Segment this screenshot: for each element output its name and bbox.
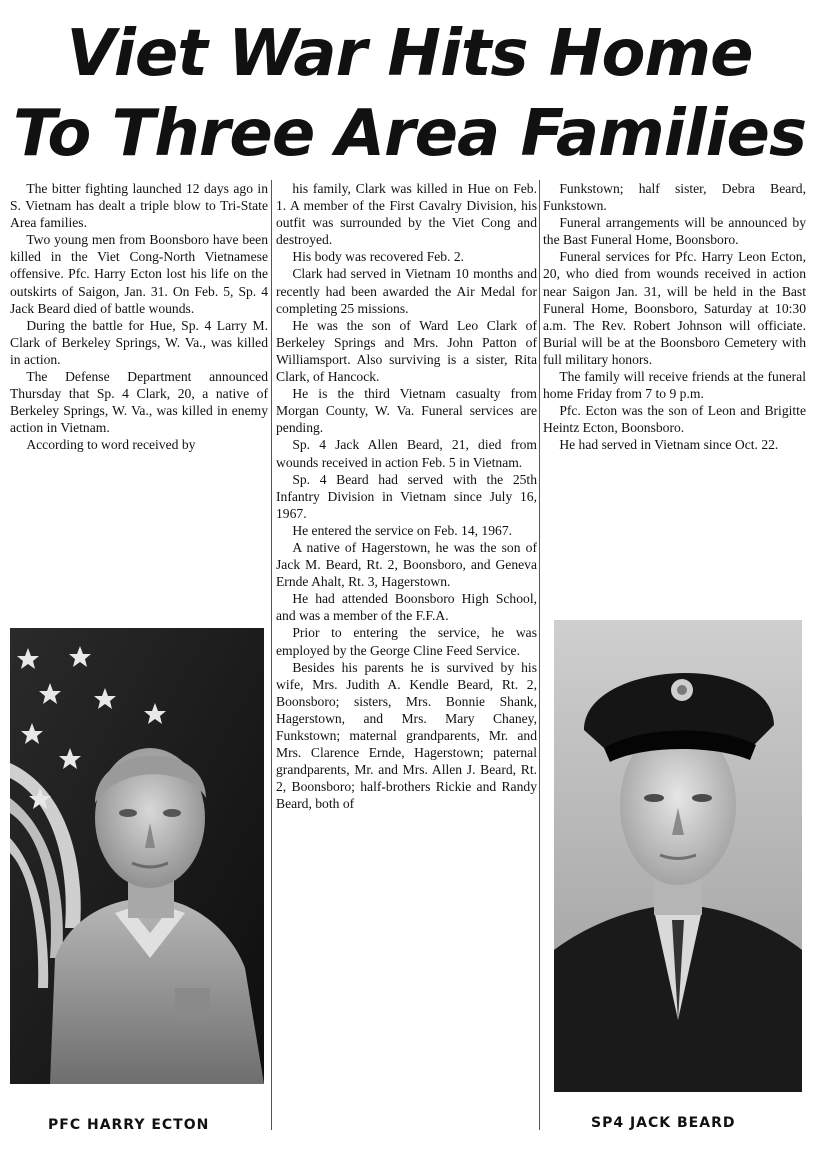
paragraph: his family, Clark was killed in Hue on Feb. 1. A member of the First Cavalry Division, his outfit was surrounded by the Viet Cong and destroyed. — [276, 181, 537, 248]
column-divider-1 — [271, 180, 272, 1130]
photo-harry-ecton — [10, 628, 264, 1084]
paragraph: Funkstown; half sister, Debra Beard, Funkstown. — [543, 181, 806, 214]
caption-harry-ecton: PFC HARRY ECTON — [48, 1117, 210, 1133]
paragraph: Prior to entering the service, he was employed by the George Cline Feed Service. — [276, 625, 537, 658]
paragraph: Besides his parents he is survived by his wife, Mrs. Judith A. Kendle Beard, Rt. 2, Boonsboro; sisters, Mrs. Bonnie Shank, Hagerstown, and Mrs. Mary Chaney, Funkstown; maternal grandparents, Mr. and Mrs. Clarence Ernde, Hagerstown; paternal grandparents, Mr. and Mrs. Allen J. Beard, Rt. 2, Boonsboro; half-brothers Rickie and Randy Beard, both of — [276, 659, 537, 812]
photo-jack-beard — [554, 620, 802, 1092]
headline-line-2: To Three Area Families — [12, 97, 807, 171]
paragraph: Sp. 4 Jack Allen Beard, 21, died from wounds received in action Feb. 5 in Vietnam. — [276, 437, 537, 470]
paragraph: He is the third Vietnam casualty from Morgan County, W. Va. Funeral services are pending. — [276, 386, 537, 436]
article-column-3 — [543, 180, 806, 454]
paragraph: A native of Hagerstown, he was the son of Jack M. Beard, Rt. 2, Boonsboro, and Geneva Ernde Ahalt, Rt. 3, Hagerstown. — [276, 539, 537, 590]
paragraph: Funeral arrangements will be announced by the Bast Funeral Home, Boonsboro. — [543, 215, 806, 248]
paragraph: Sp. 4 Beard had served with the 25th Infantry Division in Vietnam since July 16, 1967. — [276, 471, 537, 521]
paragraph: Funeral services for Pfc. Harry Leon Ecton, 20, who died from wounds received in action near Saigon Jan. 31, will be held in the Bast Funeral Home, Boonsboro, Saturday at 10:30 a.m. The Rev. Robert Johnson will officiate. Burial will be at the Boonsboro Cemetery with full military honors. — [543, 249, 806, 367]
headline-line-1: Viet War Hits Home — [66, 17, 753, 91]
article-column-2 — [276, 180, 537, 812]
paragraph: The bitter fighting launched 12 days ago in S. Vietnam has dealt a triple blow to Tri-State Area families. — [10, 181, 268, 231]
caption-jack-beard: SP4 JACK BEARD — [591, 1115, 736, 1131]
paragraph: His body was recovered Feb. 2. — [292, 249, 465, 265]
paragraph: He entered the service on Feb. 14, 1967. — [292, 522, 513, 538]
paragraph: He was the son of Ward Leo Clark of Berkeley Springs and Mrs. John Patton of Williamsport. Also surviving is a sister, Rita Clark, of Hancock. — [276, 317, 537, 385]
paragraph: During the battle for Hue, Sp. 4 Larry M. Clark of Berkeley Springs, W. Va., was killed in action. — [10, 317, 268, 367]
paragraph: According to word received by — [26, 437, 196, 453]
article-column-1 — [10, 180, 268, 454]
paragraph: The Defense Department announced Thursday that Sp. 4 Clark, 20, a native of Berkeley Springs, W. Va., was killed in enemy action in Vietnam. — [10, 369, 268, 436]
paragraph: The family will receive friends at the funeral home Friday from 7 to 9 p.m. — [543, 369, 806, 402]
paragraph: He had attended Boonsboro High School, and was a member of the F.F.A. — [276, 591, 537, 624]
column-divider-2 — [539, 180, 540, 1130]
paragraph: Pfc. Ecton was the son of Leon and Brigitte Heintz Ecton, Boonsboro. — [543, 403, 806, 436]
paragraph: Two young men from Boonsboro have been killed in the Viet Cong-North Vietnamese offensive. Pfc. Harry Ecton lost his life on the outskirts of Saigon, Jan. 31. On Feb. 5, Sp. 4 Jack Beard died of battle wounds. — [10, 232, 268, 316]
paragraph: Clark had served in Vietnam 10 months and recently had been awarded the Air Medal for completing 25 missions. — [276, 266, 537, 316]
paragraph: He had served in Vietnam since Oct. 22. — [559, 437, 779, 453]
